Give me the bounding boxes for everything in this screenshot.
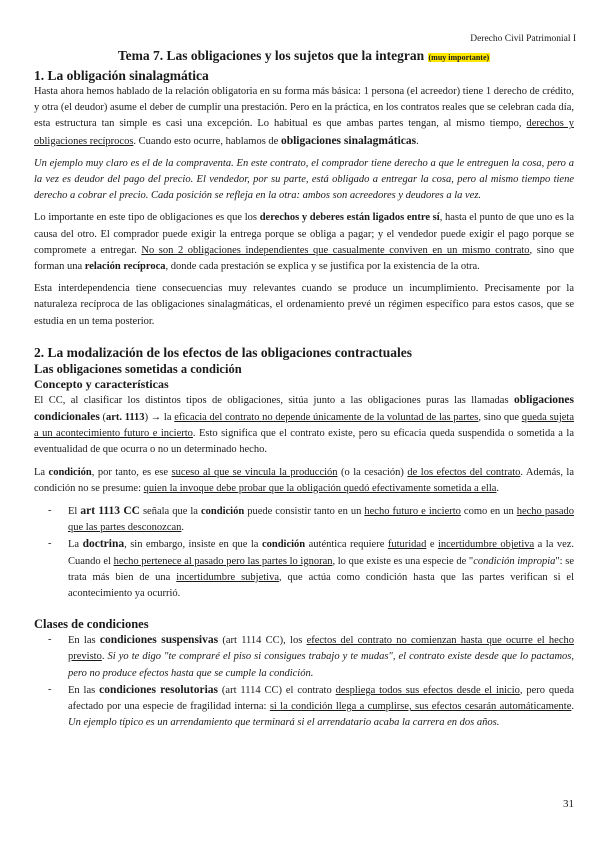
- page-content: [34, 47, 574, 732]
- subsection-heading: Las obligaciones sometidas a condición: [34, 361, 242, 376]
- text-run: , sino que: [478, 412, 522, 424]
- condition-notes-list: [34, 503, 574, 602]
- underlined-text: No son 2 obligaciones independientes que casualmente conviven en un mismo contrato: [141, 244, 530, 256]
- text-run: (: [99, 412, 106, 424]
- section-2-heading: 2. La modalización de los efectos de las obligaciones contractuales: [34, 344, 412, 360]
- underlined-text: suceso al que se vincula la producción: [171, 466, 338, 478]
- list-item: [34, 536, 574, 602]
- article-ref: art. 1113: [106, 412, 145, 424]
- page-number: 31: [563, 798, 574, 810]
- text-run: . Además, la condición no se presume:: [34, 466, 575, 494]
- key-term: relación recíproca: [84, 261, 166, 273]
- text-run: .: [101, 651, 108, 663]
- underlined-text: hecho pertenece al pasado pero las partes lo ignoran: [113, 555, 333, 567]
- text-run: como en un: [460, 506, 517, 518]
- text-run: .: [181, 522, 185, 534]
- text-run: La: [68, 539, 83, 551]
- underlined-text: despliega todos sus efectos desde el inicio: [335, 684, 520, 696]
- underlined-text: quien la invoque debe probar que la obligación quedó efectivamente sometida a ella: [143, 482, 497, 494]
- text-run: . Cuando esto ocurre, hablamos de: [133, 135, 281, 147]
- key-term: obligaciones sinalagmáticas: [280, 134, 417, 147]
- concept-heading: Concepto y características: [34, 376, 169, 391]
- text-run: ) → la: [144, 412, 175, 424]
- text-run: Lo importante en este tipo de obligaciones es que los: [34, 212, 260, 224]
- key-term: condiciones resolutorias: [99, 683, 219, 696]
- text-run: Hasta ahora hemos hablado de la relación obligatoria en su forma más básica: 1 persona (el acreedor) tiene 1 derecho de crédito, y otra (el deudor) asume el deber de cumplir una prestación. Pero en la práctica, en los contratos reales que se celebran cada día, esta estructura tan simple es casi una excepción. Lo habitual es que ambas partes tengan, al mismo tiempo,: [34, 86, 574, 130]
- text-run: , sin embargo, insiste en que la: [124, 539, 262, 551]
- dash-bullet: -: [48, 634, 52, 646]
- key-term: condición: [261, 539, 306, 551]
- text-run: puede consistir tanto en un: [244, 506, 365, 518]
- underlined-text: de los efectos del contrato: [407, 466, 521, 478]
- text-run: e: [426, 539, 438, 551]
- key-term: condición: [48, 466, 92, 478]
- text-run: auténtica requiere: [305, 539, 388, 551]
- list-item: [34, 682, 574, 732]
- underlined-text: hecho pasado que las partes desconozcan: [68, 506, 574, 534]
- example-text: Si yo te digo "te compraré el piso si consigues trabajo y te mudas", el contrato existe desde que lo pactamos, pero no produce efectos hasta que se cumple la condición.: [68, 651, 574, 679]
- italic-term: condición impropia: [473, 555, 556, 567]
- text-run: , sino que forman una: [34, 244, 575, 273]
- text-run: (o la cesación): [337, 466, 408, 478]
- underlined-text: incertidumbre subjetiva: [176, 571, 279, 583]
- text-run: (art 1114 CC) el contrato: [218, 684, 336, 696]
- text-run: . Esto significa que el contrato existe, pero su eficacia queda suspendida o sometida a la eventualidad de que ocurra o no un determinado hecho.: [34, 428, 574, 456]
- section-2-paragraph-1: [34, 392, 574, 459]
- key-term: condición: [201, 506, 245, 518]
- text-run: , pero queda afectado por una especie de fragilidad interna:: [68, 684, 574, 713]
- text-run: En las: [68, 635, 100, 647]
- list-item: [34, 503, 574, 536]
- text-run: , donde cada prestación se explica y se justifica por la existencia de la otra.: [165, 261, 480, 273]
- underlined-text: efectos del contrato no comienzan hasta que ocurre el hecho previsto: [68, 635, 574, 663]
- section-1-paragraph-3: [34, 210, 574, 275]
- running-header: Derecho Civil Patrimonial I: [470, 34, 576, 44]
- text-run: .: [416, 135, 419, 147]
- dash-bullet: -: [48, 538, 52, 550]
- example-text: Un ejemplo típico es un arrendamiento que terminará si el arrendatario acaba la carrera en dos años.: [68, 717, 500, 729]
- dash-bullet: -: [48, 683, 52, 695]
- key-term: doctrina: [82, 538, 125, 551]
- section-1-heading: 1. La obligación sinalagmática: [34, 68, 209, 83]
- underlined-text: hecho futuro e incierto: [364, 506, 461, 518]
- dash-bullet: -: [48, 505, 52, 517]
- underlined-text: incertidumbre objetiva: [437, 539, 535, 551]
- text-run: a la vez. Cuando el: [68, 539, 575, 567]
- section-1-paragraph-1: [34, 84, 574, 150]
- underlined-text: futuridad: [387, 539, 427, 551]
- text-run: , que actúa como condición hasta que las partes verifican si el acontecimiento ya ocurrió.: [68, 571, 574, 600]
- condition-classes-list: [34, 632, 574, 731]
- title-text: Tema 7. Las obligaciones y los sujetos que la integran: [117, 48, 425, 63]
- underlined-text: queda sujeta a un acontecimiento futuro e incierto: [34, 412, 574, 440]
- text-run: .: [496, 482, 500, 494]
- text-run: El: [68, 506, 81, 518]
- key-term: condiciones suspensivas: [99, 634, 219, 647]
- example-paragraph: Un ejemplo muy claro es el de la compraventa. En este contrato, el comprador tiene derecho a que le entreguen la cosa, pero a la vez es deudor del pago del precio. El vendedor, por su parte, está obligado a entregar la cosa, pero al mismo tiempo tiene derecho a cobrar el precio. Cada posición se refleja en la otra: ambos son acreedores y deudores a la vez.: [34, 157, 574, 202]
- key-term: derechos y deberes están ligados entre sí: [259, 212, 440, 224]
- section-1-paragraph-4: Esta interdependencia tiene consecuencias muy relevantes cuando se produce un incumplimiento. Precisamente por la naturaleza recíproca de las obligaciones sinalagmáticas, el ordenamiento prevé un régimen específico para estos casos, que se estudia en un tema posterior.: [34, 283, 574, 327]
- text-run: .: [571, 701, 574, 713]
- section-2-paragraph-2: [34, 465, 574, 497]
- article-ref: art 1113 CC: [80, 505, 140, 518]
- importance-highlight: (muy importante): [428, 53, 490, 62]
- text-run: (art 1114 CC), los: [218, 635, 307, 647]
- classes-heading: Clases de condiciones: [34, 617, 149, 632]
- text-run: , por tanto, es ese: [91, 466, 172, 478]
- underlined-text: derechos y obligaciones recíprocos: [34, 118, 574, 147]
- underlined-text: si la condición llega a cumplirse, sus efectos cesarán automáticamente: [269, 701, 572, 713]
- text-run: La: [34, 466, 49, 478]
- text-run: ": se trata más bien de una: [68, 555, 574, 583]
- underlined-text: eficacia del contrato no depende únicamente de la voluntad de las partes: [174, 412, 479, 424]
- text-run: señala que la: [139, 506, 201, 518]
- text-run: , lo que existe es una especie de ": [332, 555, 474, 567]
- page-title: [34, 47, 574, 67]
- text-run: , hasta el punto de que uno es la causa del otro. El comprador puede exigir la entrega porque se obliga a pagar; y el vendedor puede exigir el pago porque se compromete a entregar.: [34, 212, 575, 256]
- key-term: obligaciones condicionales: [34, 393, 574, 424]
- text-run: El CC, al clasificar los distintos tipos de obligaciones, sitúa junto a las obligaciones puras las llamadas: [34, 394, 514, 406]
- text-run: En las: [68, 684, 100, 696]
- list-item: [34, 632, 574, 682]
